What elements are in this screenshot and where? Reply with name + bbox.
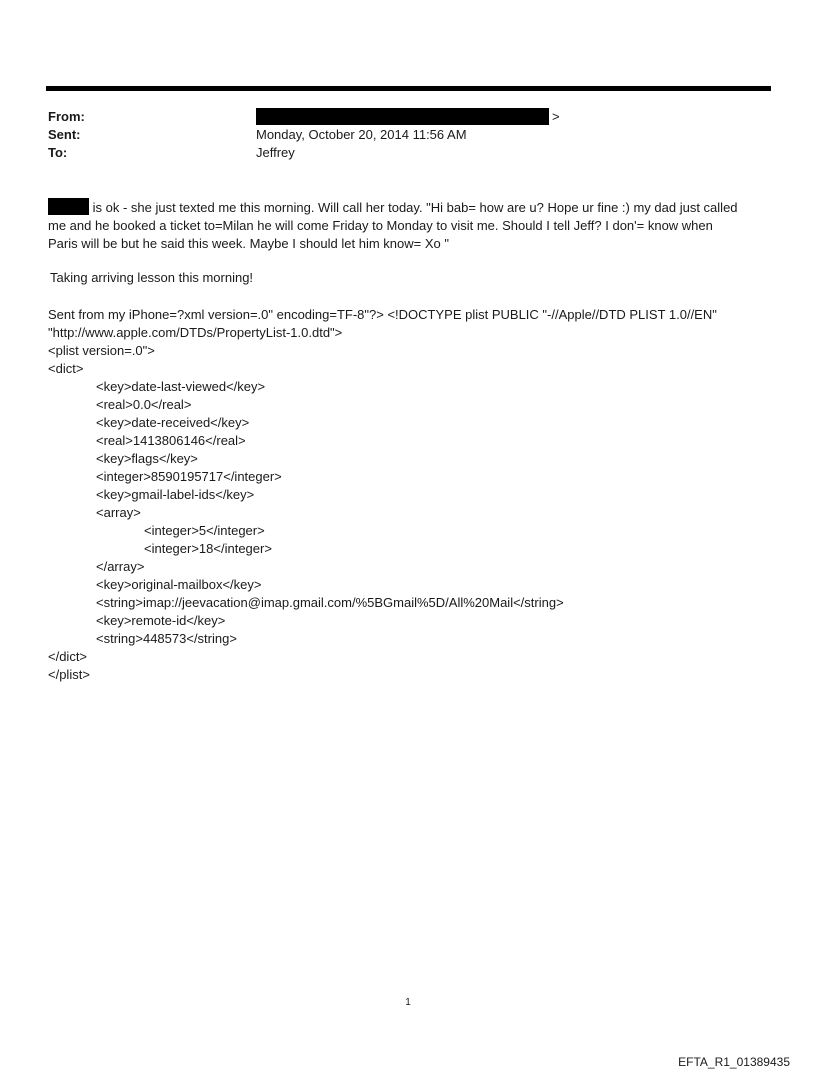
xml-line: <string>448573</string> bbox=[96, 631, 237, 646]
body-line-4: Taking arriving lesson this morning! bbox=[50, 270, 254, 285]
xml-line: <real>1413806146</real> bbox=[96, 433, 246, 448]
email-header bbox=[48, 108, 768, 162]
message-body bbox=[48, 198, 773, 253]
xml-line: <string>imap://jeevacation@imap.gmail.com/%5BGmail%5D/All%20Mail</string> bbox=[96, 595, 564, 610]
signature-line-1: Sent from my iPhone=?xml version=.0" encoding=TF-8"?> <!DOCTYPE plist PUBLIC "-//Apple//DTD PLIST 1.0//EN" bbox=[48, 307, 717, 322]
xml-line: <dict> bbox=[48, 361, 84, 376]
signature-line-2: "http://www.apple.com/DTDs/PropertyList-1.0.dtd"> bbox=[48, 325, 343, 340]
sent-row bbox=[48, 126, 768, 144]
xml-line: <integer>5</integer> bbox=[144, 523, 265, 538]
xml-line: <key>gmail-label-ids</key> bbox=[96, 487, 255, 502]
document-id-stamp: EFTA_R1_01389435 bbox=[678, 1055, 790, 1069]
xml-line: <key>date-last-viewed</key> bbox=[96, 379, 266, 394]
xml-line: </dict> bbox=[48, 649, 88, 664]
xml-line: </plist> bbox=[48, 667, 90, 682]
xml-line: <real>0.0</real> bbox=[96, 397, 192, 412]
xml-line: <key>date-received</key> bbox=[96, 415, 250, 430]
to-value: Jeffrey bbox=[256, 145, 295, 160]
xml-line: <key>flags</key> bbox=[96, 451, 198, 466]
xml-line: </array> bbox=[96, 559, 145, 574]
sent-value: Monday, October 20, 2014 11:56 AM bbox=[256, 127, 467, 142]
body-line-3: Paris will be but he said this week. Maybe I should let him know= Xo " bbox=[48, 236, 449, 251]
to-row bbox=[48, 144, 768, 162]
plist-xml-block bbox=[48, 342, 773, 684]
xml-line: <integer>18</integer> bbox=[144, 541, 272, 556]
from-suffix: > bbox=[552, 109, 560, 124]
from-row bbox=[48, 108, 768, 126]
body-line-1 bbox=[48, 198, 773, 217]
redaction-block bbox=[48, 198, 89, 215]
page-number: 1 bbox=[405, 997, 411, 1008]
to-label: To: bbox=[48, 145, 68, 160]
xml-line: <integer>8590195717</integer> bbox=[96, 469, 282, 484]
message-body-2 bbox=[50, 269, 775, 287]
body-line-2: me and he booked a ticket to=Milan he will come Friday to Monday to visit me. Should I tell Jeff? I don'= know when bbox=[48, 218, 713, 233]
xml-line: <array> bbox=[96, 505, 141, 520]
xml-line: <plist version=.0"> bbox=[48, 343, 155, 358]
sent-label: Sent: bbox=[48, 127, 81, 142]
xml-line: <key>original-mailbox</key> bbox=[96, 577, 262, 592]
redaction-block bbox=[256, 108, 549, 125]
from-value bbox=[256, 108, 560, 126]
header-rule bbox=[46, 86, 771, 91]
signature bbox=[48, 306, 773, 342]
body-text: is ok - she just texted me this morning. Will call her today. "Hi bab= how are u? Hope ur fine :) my dad just called bbox=[89, 200, 738, 215]
xml-line: <key>remote-id</key> bbox=[96, 613, 226, 628]
from-label: From: bbox=[48, 109, 85, 124]
